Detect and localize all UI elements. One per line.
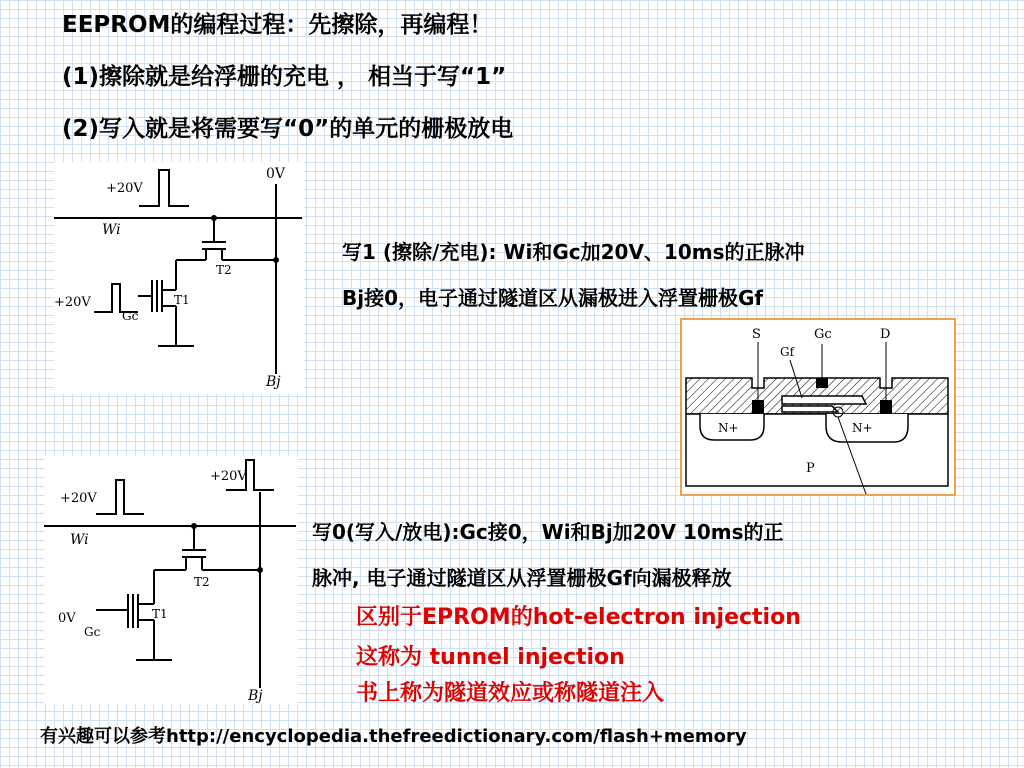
write-t1-label: T1 bbox=[152, 607, 168, 621]
cs-n-right: N+ bbox=[852, 421, 873, 435]
erase-desc-2: Bj接0，电子通过隧道区从漏极进入浮置栅极Gf bbox=[342, 286, 764, 310]
erase-desc-1: 写1 (擦除/充电): Wi和Gc加20V、10ms的正脉冲 bbox=[342, 240, 805, 264]
cross-section-svg bbox=[682, 320, 954, 494]
footer-reference: 有兴趣可以参考http://encyclopedia.thefreedictionary.com/flash+memory bbox=[40, 726, 747, 747]
write-t2-label: T2 bbox=[194, 575, 210, 589]
write-gc-voltage: 0V bbox=[58, 611, 76, 626]
red-note-2: 这称为 tunnel injection bbox=[356, 645, 625, 670]
title-line-3: (2)写入就是将需要写“0”的单元的栅极放电 bbox=[62, 116, 514, 142]
cross-section-diagram bbox=[680, 318, 956, 496]
title-line-1: EEPROM的编程过程：先擦除，再编程！ bbox=[62, 12, 493, 38]
erase-wi-label: Wi bbox=[102, 222, 121, 238]
write-desc-1: 写0(写入/放电):Gc接0，Wi和Bj加20V 10ms的正 bbox=[312, 520, 784, 544]
title-line-2: (1)擦除就是给浮栅的充电 ， 相当于写“1” bbox=[62, 64, 507, 90]
write-bj-pulse: +20V bbox=[210, 469, 247, 484]
cs-d-label: D bbox=[880, 327, 891, 342]
write-wi-pulse: +20V bbox=[60, 491, 97, 506]
erase-bj-voltage: 0V bbox=[266, 166, 286, 182]
erase-t2-label: T2 bbox=[216, 263, 232, 277]
erase-gc-label: Gc bbox=[122, 309, 139, 323]
red-note-3: 书上称为隧道效应或称隧道注入 bbox=[356, 681, 665, 706]
cs-gc-label: Gc bbox=[814, 327, 832, 342]
erase-t1-label: T1 bbox=[174, 293, 190, 307]
erase-circuit-svg bbox=[54, 162, 304, 394]
cs-gf-label: Gf bbox=[780, 345, 795, 359]
cs-n-left: N+ bbox=[718, 421, 739, 435]
erase-circuit-diagram bbox=[54, 162, 304, 394]
write-wi-label: Wi bbox=[70, 532, 89, 548]
cs-s-label: S bbox=[752, 327, 761, 342]
red-note-1: 区别于EPROM的hot-electron injection bbox=[356, 605, 801, 630]
write-bj-label: Bj bbox=[248, 688, 263, 704]
erase-wi-pulse: +20V bbox=[106, 181, 143, 196]
cs-p-label: P bbox=[806, 461, 815, 476]
write-circuit-diagram bbox=[44, 456, 298, 704]
write-circuit-svg bbox=[44, 456, 298, 704]
write-gc-label: Gc bbox=[84, 625, 101, 639]
erase-gc-pulse: +20V bbox=[54, 295, 91, 310]
erase-bj-label: Bj bbox=[266, 374, 281, 390]
write-desc-2: 脉冲, 电子通过隧道区从浮置栅极Gf向漏极释放 bbox=[312, 566, 732, 590]
